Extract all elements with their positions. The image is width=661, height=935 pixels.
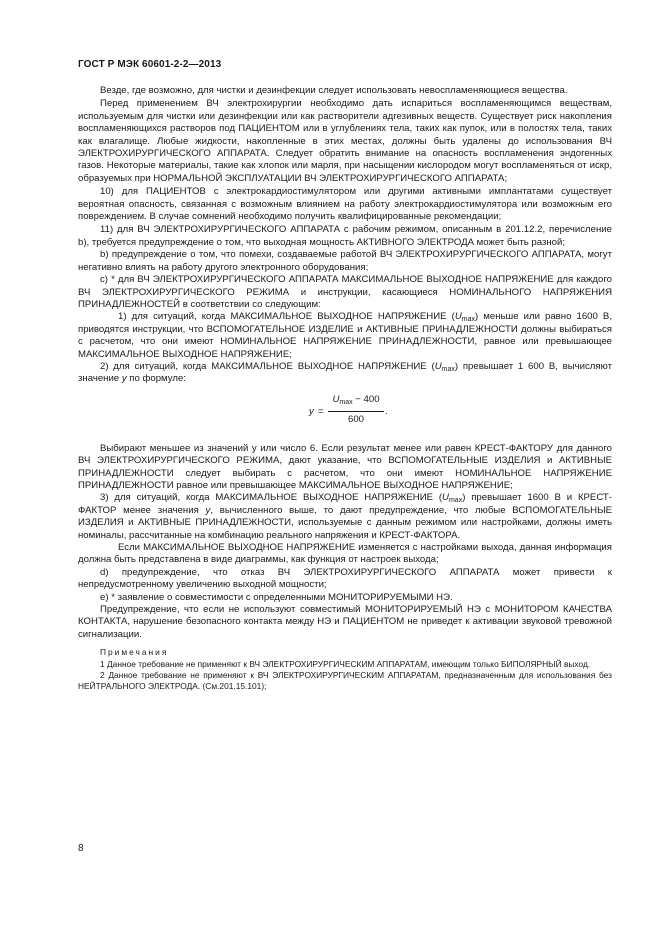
note-item: 2 Данное требование не применяют к ВЧ ЭЛЕКТРОХИРУРГИЧЕСКИМ АППАРАТАМ, предназначенным для использования без НЕЙТРАЛЬНОГО ЭЛЕКТРОДА. (См.201.15.101); [78,670,612,692]
paragraph: Если МАКСИМАЛЬНОЕ ВЫХОДНОЕ НАПРЯЖЕНИЕ изменяется с настройками выхода, данная информация должна быть представлена в виде диаграммы, как функция от настроек выхода; [78,542,612,566]
paragraph: Выбирают меньшее из значений y или число 6. Если результат менее или равен КРЕСТ-ФАКТОРУ для данного ВЧ ЭЛЕКТРОХИРУРГИЧЕСКОГО РЕЖИМА, дают указание, что ВСПОМОГАТЕЛЬНЫЕ ИЗДЕЛИЯ и АКТИВНЫЕ ПРИНАДЛЕЖНОСТИ следует выбирать с расчетом, что они имеют НОМИНАЛЬНОЕ НАПРЯЖЕНИЕ ПРИНАДЛЕЖНОСТИ равное или превышающее МАКСИМАЛЬНОЕ ВЫХОДНОЕ НАПРЯЖЕНИЕ; [78,442,612,491]
paragraph-item-10: 10) для ПАЦИЕНТОВ с электрокардиостимулятором или другими активными имплантатами существует вероятная опасность, связанная с возможным влиянием на работу электрокардиостимулятора или возможным его повреждением. В случае сомнений необходимо получить квалифицированные рекомендации; [78,186,612,223]
formula-equals: = [318,405,324,417]
paragraph: Перед применением ВЧ электрохирургии необходимо дать испариться воспламеняющимся веществам, используемым для чистки или дезинфекции или как растворители адгезивных веществ. Существует риск накопления воспламеняющихся растворов под ПАЦИЕНТОМ или в углублениях тела, таких как пупок, или в полостях тела, таких как влагалище. Любые жидкости, накопленные в этих местах, должны быть удалены до использования ВЧ ЭЛЕКТРОХИРУРГИЧЕСКОГО АППАРАТА. Следует обратить внимание на опасность воспламенения эндогенных газов. Некоторые материалы, такие как хлопок или марля, при насыщении кислородом могут воспламеняться от искр, образуемых при НОРМАЛЬНОЙ ЭКСПЛУАТАЦИИ ВЧ ЭЛЕКТРОХИРУРГИЧЕСКОГО АППАРАТА; [78,98,612,184]
paragraph-subitem-2: 2) для ситуаций, когда МАКСИМАЛЬНОЕ ВЫХОДНОЕ НАПРЯЖЕНИЕ $(U_{max})$ превышает 1 600 В, вычисляют значение y по формуле: [78,360,612,385]
paragraph-item-e: e) * заявление о совместимости с определенными МОНИТОРИРУЕМЫМИ НЭ. [100,591,453,603]
paragraph: Предупреждение, что если не используют совместимый МОНИТОРИРУЕМЫЙ НЭ с МОНИТОРОМ КАЧЕСТВА КОНТАКТА, нарушение безопасного контакта между НЭ и ПАЦИЕНТОМ не приведет к активации звуковой тревожной сигнализации. [78,604,612,640]
notes-section [78,647,612,692]
paragraph-item-d: d) предупреждение, что отказ ВЧ ЭЛЕКТРОХИРУРГИЧЕСКОГО АППАРАТА может привести к непредусмотренному увеличению выходной мощности; [78,566,612,591]
page-number: 8 [78,843,84,854]
document-body [78,85,612,692]
paragraph-subitem-3: 3) для ситуаций, когда МАКСИМАЛЬНОЕ ВЫХОДНОЕ НАПРЯЖЕНИЕ $(U_{max})$ превышает 1600 В и КРЕСТ-ФАКТОР менее значения y, вычисленного выше, то дают предупреждение, что любые ВСПОМОГАТЕЛЬНЫЕ ИЗДЕЛИЯ и АКТИВНЫЕ ПРИНАДЛЕЖНОСТИ, используемые с данным режимом или настройками, должны иметь номиналы, рассчитанные на комбинацию реального напряжения и КРЕСТ-ФАКТОРА. [78,492,612,541]
document-header: ГОСТ Р МЭК 60601-2-2—2013 [78,59,222,70]
paragraph-item-b: b) предупреждение о том, что помехи, создаваемые работой ВЧ ЭЛЕКТРОХИРУРГИЧЕСКОГО АППАРАТА, могут негативно влиять на работу другого электронного оборудования; [78,249,612,273]
paragraph-item-11: 11) для ВЧ ЭЛЕКТРОХИРУРГИЧЕСКОГО АППАРАТА с рабочим режимом, описанным в 201.12.2, перечисление b), требуется предупреждение о том, что выходная мощность АКТИВНОГО ЭЛЕКТРОДА может быть разной; [78,224,612,248]
note-item: 1 Данное требование не применяют к ВЧ ЭЛЕКТРОХИРУРГИЧЕСКИМ АППАРАТАМ, имеющим только БИПОЛЯРНЫЙ выход. [100,659,591,670]
formula [78,393,612,435]
paragraph-subitem-1: 1) для ситуаций, когда МАКСИМАЛЬНОЕ ВЫХОДНОЕ НАПРЯЖЕНИЕ $(U_{max})$ меньше или равно 1600 В, приводятся инструкции, что ВСПОМОГАТЕЛЬНОЕ ИЗДЕЛИЕ и АКТИВНЫЕ ПРИНАДЛЕЖНОСТИ должны выбираться с расчетом, что они имеют НОМИНАЛЬНОЕ НАПРЯЖЕНИЕ ПРИНАДЛЕЖНОСТИ, равное или превышающее МАКСИМАЛЬНОЕ ВЫХОДНОЕ НАПРЯЖЕНИЕ; [78,311,612,360]
formula-fraction-bar [328,411,384,412]
formula-end: . [385,405,388,417]
paragraph-item-c: c) * для ВЧ ЭЛЕКТРОХИРУРГИЧЕСКОГО АППАРАТА МАКСИМАЛЬНОЕ ВЫХОДНОЕ НАПРЯЖЕНИЕ для каждого ВЧ ЭЛЕКТРОХИРУРГИЧЕСКОГО РЕЖИМА и инструкции, касающиеся НОМИНАЛЬНОГО НАПРЯЖЕНИЯ ПРИНАДЛЕЖНОСТЕЙ в соответствии со следующим: [78,274,612,310]
paragraph: Везде, где возможно, для чистки и дезинфекции следует использовать невоспламеняющиеся вещества. [100,85,568,96]
notes-title: Примечания [100,647,169,658]
formula-numerator: $U_{max} - 400$ [332,393,380,406]
formula-denominator: 600 [347,413,364,425]
formula-lhs: y [309,405,314,417]
